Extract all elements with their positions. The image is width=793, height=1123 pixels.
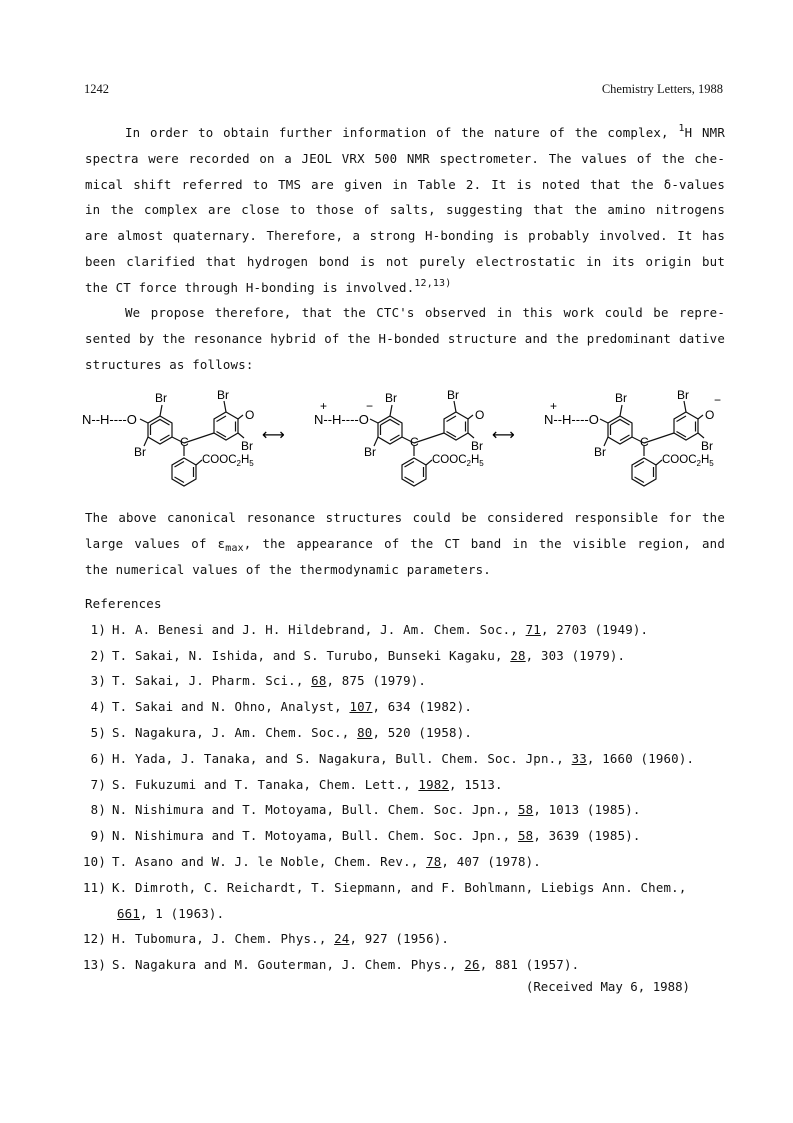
reference-pages: , 927 (1956).	[349, 931, 450, 947]
text-line: in the complex are close to those of salts, suggesting that the amino nitrogens	[85, 202, 725, 218]
reference-volume: 58	[517, 802, 534, 818]
reference-number: 7)	[90, 776, 106, 792]
reference-text: T. Asano and W. J. le Noble, Chem. Rev.,	[112, 853, 427, 869]
reference-text: S. Nagakura, J. Am. Chem. Soc.,	[112, 724, 358, 740]
reference-number: 3)	[90, 673, 106, 689]
carbon-label: C	[410, 435, 419, 449]
reference-pages: , 1513.	[449, 776, 503, 792]
reference-pages: , 1013 (1985).	[533, 802, 641, 818]
text-line: are almost quaternary. Therefore, a strong H-bonding is probably involved. It has	[85, 228, 725, 244]
reference-item	[85, 823, 725, 849]
reference-volume: 26	[464, 957, 480, 973]
reference-text: K. Dimroth, C. Reichardt, T. Siepmann, and F. Bohlmann, Liebigs Ann. Chem.,	[112, 879, 687, 895]
ester-label: $COOC_2H_5$	[662, 454, 714, 468]
plus-charge: +	[320, 399, 328, 413]
reference-number: 11)	[83, 879, 106, 895]
reference-text: T. Sakai, N. Ishida, and S. Turubo, Bunseki Kagaku,	[112, 647, 511, 663]
text-segment: H NMR	[684, 125, 725, 140]
reference-text: N. Nishimura and T. Motoyama, Bull. Chem. Soc. Jpn.,	[112, 802, 518, 818]
reference-item	[85, 746, 725, 772]
references-section	[85, 591, 725, 978]
minus-charge: −	[714, 393, 722, 407]
reference-text: T. Sakai, J. Pharm. Sci.,	[112, 673, 312, 689]
text-line	[85, 275, 725, 301]
oxygen-label: O	[475, 408, 485, 422]
text-line: the numerical values of the thermodynamic parameters.	[85, 561, 491, 577]
reference-number: 9)	[90, 828, 106, 844]
paragraph-nmr	[85, 120, 725, 301]
text-segment: the CT force through H-bonding is involved.	[85, 279, 415, 295]
reference-number: 13)	[83, 957, 106, 973]
reference-volume: 33	[571, 750, 587, 766]
text-line: mical shift referred to TMS are given in Table 2. It is noted that the δ-values	[85, 176, 725, 192]
reference-pages: , 1660 (1960).	[586, 750, 695, 766]
reference-text: S. Fukuzumi and T. Tanaka, Chem. Lett.,	[112, 776, 419, 792]
reference-item	[85, 643, 725, 669]
text-line: spectra were recorded on a JEOL VRX 500 NMR spectrometer. The values of the che-	[85, 150, 725, 166]
ester-label: $COOC_2H_5$	[202, 454, 254, 468]
text-line: been clarified that hydrogen bond is not purely electrostatic in its origin but	[85, 253, 725, 269]
hbond-label: N--H----O	[314, 412, 369, 427]
reference-number: 10)	[83, 853, 106, 869]
reference-pages: , 3639 (1985).	[533, 828, 641, 844]
reference-pages: , 520 (1958).	[372, 724, 473, 740]
plus-charge: +	[550, 399, 558, 413]
reference-pages: , 875 (1979).	[326, 673, 427, 689]
br-label: Br	[385, 391, 397, 405]
page-number: 1242	[84, 82, 109, 96]
reference-item	[85, 797, 725, 823]
reference-number: 4)	[90, 699, 106, 715]
minus-charge: −	[366, 399, 374, 413]
reference-volume: 24	[334, 931, 350, 947]
resonance-arrow: ⟷	[262, 425, 285, 444]
text-line: sented by the resonance hybrid of the H-bonded structure and the predominant dative	[85, 330, 725, 346]
resonance-arrow: ⟷	[492, 425, 515, 444]
oxygen-label: O	[705, 408, 715, 422]
reference-volume: 71	[525, 621, 541, 637]
reference-continuation	[85, 901, 725, 927]
received-date: (Received May 6, 1988)	[525, 979, 690, 994]
reference-pages: , 881 (1957).	[479, 957, 580, 973]
br-label: Br	[217, 388, 229, 402]
reference-text: T. Sakai and N. Ohno, Analyst,	[112, 699, 350, 715]
paragraph-conclusion	[85, 505, 725, 582]
reference-volume: 28	[510, 647, 526, 663]
br-label: Br	[594, 445, 606, 459]
br-label: Br	[134, 445, 146, 459]
reference-volume: 58	[517, 828, 534, 844]
reference-text: S. Nagakura and M. Gouterman, J. Chem. Phys.,	[112, 957, 465, 973]
reference-text: N. Nishimura and T. Motoyama, Bull. Chem. Soc. Jpn.,	[112, 828, 518, 844]
reference-number: 2)	[90, 647, 106, 663]
journal-header: Chemistry Letters, 1988	[601, 82, 723, 96]
reference-volume: 68	[311, 673, 327, 689]
subscript: max	[225, 542, 244, 554]
oxygen-label: O	[245, 408, 255, 422]
reference-pages: , 1 (1963).	[139, 905, 225, 921]
reference-pages: , 634 (1982).	[372, 699, 473, 715]
br-label: Br	[677, 388, 689, 402]
carbon-label: C	[640, 435, 649, 449]
resonance-scheme	[80, 388, 730, 488]
reference-number: 6)	[90, 750, 106, 766]
structure-quinoid	[544, 388, 721, 486]
text-segment: , the appearance of the CT band in the visible region, and	[243, 535, 725, 551]
reference-item	[85, 875, 725, 901]
text-line: The above canonical resonance structures could be considered responsible for the	[85, 510, 725, 525]
references-heading: References	[85, 596, 162, 611]
reference-item	[85, 849, 725, 875]
br-label: Br	[701, 439, 713, 453]
reference-volume: 107	[349, 699, 373, 715]
br-label: Br	[471, 439, 483, 453]
br-label: Br	[155, 391, 167, 405]
carbon-label: C	[180, 435, 189, 449]
text-segment: In order to obtain further information of the nature of the complex,	[125, 125, 679, 140]
reference-volume: 80	[357, 724, 373, 740]
superscript: 1	[678, 123, 685, 135]
reference-text: H. Tubomura, J. Chem. Phys.,	[112, 931, 335, 947]
reference-pages: , 303 (1979).	[525, 647, 626, 663]
reference-pages: , 407 (1978).	[441, 853, 541, 869]
text-line: structures as follows:	[85, 356, 254, 372]
text-line: We propose therefore, that the CTC's observed in this work could be repre-	[125, 305, 725, 320]
br-label: Br	[241, 439, 253, 453]
reference-item	[85, 772, 725, 798]
reference-item	[85, 720, 725, 746]
reference-text: H. Yada, J. Tanaka, and S. Nagakura, Bull. Chem. Soc. Jpn.,	[112, 750, 572, 766]
reference-item	[85, 694, 725, 720]
br-label: Br	[615, 391, 627, 405]
hbond-label: N--H----O	[82, 412, 137, 427]
reference-item	[85, 926, 725, 952]
text-line	[85, 120, 725, 146]
reference-number: 12)	[83, 931, 106, 947]
reference-text: H. A. Benesi and J. H. Hildebrand, J. Am. Chem. Soc.,	[112, 621, 526, 637]
text-line	[85, 531, 725, 557]
reference-number: 8)	[90, 802, 106, 818]
paragraph-proposal	[85, 300, 725, 377]
hbond-label: N--H----O	[544, 412, 599, 427]
reference-volume: 78	[426, 853, 442, 869]
text-segment: large values of ε	[85, 535, 226, 551]
citation-superscript: 12,13)	[414, 277, 452, 289]
ester-label: $COOC_2H_5$	[432, 454, 484, 468]
reference-item	[85, 668, 725, 694]
br-label: Br	[447, 388, 459, 402]
br-label: Br	[364, 445, 376, 459]
structure-neutral	[82, 388, 254, 486]
reference-volume: 661	[117, 905, 140, 921]
reference-number: 5)	[90, 724, 106, 740]
reference-pages: , 2703 (1949).	[540, 621, 649, 637]
reference-volume: 1982	[418, 776, 450, 792]
reference-number: 1)	[90, 621, 106, 637]
reference-list	[85, 617, 725, 978]
structure-ion-pair	[314, 388, 484, 486]
reference-item	[85, 617, 725, 643]
